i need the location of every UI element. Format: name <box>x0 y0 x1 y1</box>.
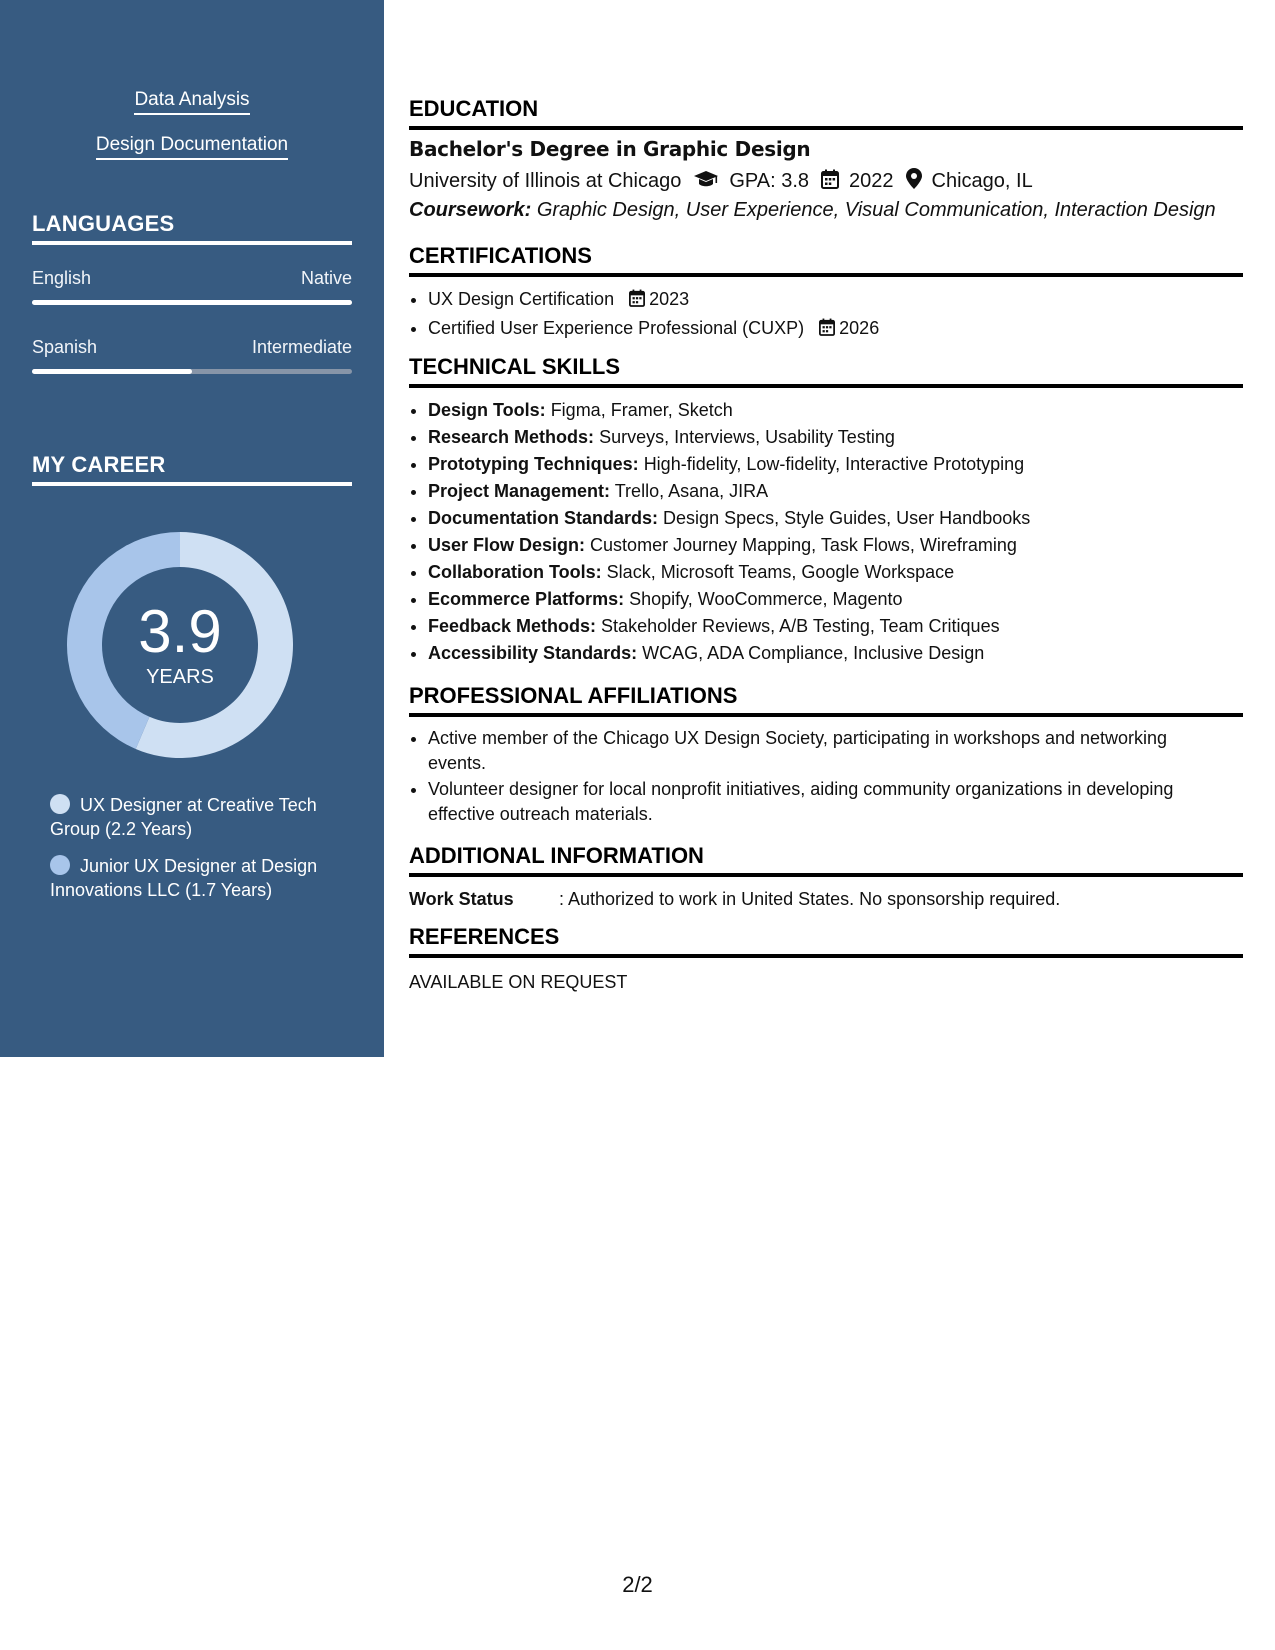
work-status-label: Work Status <box>409 889 514 909</box>
list-item: • Volunteer designer for local nonprofit initiatives, aiding community organizations in developing effective outreach materials. <box>428 777 1228 827</box>
skill-values: Surveys, Interviews, Usability Testing <box>599 427 895 447</box>
list-item <box>428 505 1030 532</box>
references-heading: REFERENCES <box>409 924 1243 958</box>
certification-name: UX Design Certification <box>428 289 615 309</box>
language-level: Native <box>300 268 352 288</box>
school-name: University of Illinois at Chicago <box>409 170 682 192</box>
affiliations-heading: PROFESSIONAL AFFILIATIONS <box>409 683 1243 717</box>
certifications-list <box>428 286 879 344</box>
calendar-icon <box>821 169 839 195</box>
skill-values: High-fidelity, Low-fidelity, Interactive Prototyping <box>643 454 1025 474</box>
certification-year: 2026 <box>839 318 880 338</box>
skill-category: Documentation Standards: <box>428 508 659 528</box>
language-bar-fill <box>32 369 192 374</box>
skill-values: Trello, Asana, JIRA <box>614 481 769 501</box>
work-status-value: : Authorized to work in United States. No sponsorship required. <box>559 889 1061 909</box>
skill-values: Slack, Microsoft Teams, Google Workspace <box>606 562 955 582</box>
career-item-label: UX Designer at Creative Tech Group (2.2 Years) <box>50 795 317 839</box>
language-bar-english <box>32 300 352 305</box>
certifications-heading: CERTIFICATIONS <box>409 243 1243 277</box>
skill-values: Design Specs, Style Guides, User Handbooks <box>663 508 1031 528</box>
language-name: English <box>32 268 92 288</box>
list-item <box>428 613 1030 640</box>
career-item-1 <box>50 793 340 841</box>
coursework-label: Coursework: <box>409 199 532 221</box>
language-name: Spanish <box>32 337 98 357</box>
calendar-icon <box>629 288 645 315</box>
degree-title: Bachelor's Degree in Graphic Design <box>409 137 811 161</box>
skill-values: Shopify, WooCommerce, Magento <box>629 589 903 609</box>
career-total-unit: YEARS <box>146 666 214 688</box>
list-item <box>428 478 1030 505</box>
legend-dot <box>50 794 70 814</box>
coursework <box>409 199 1216 222</box>
references-text: AVAILABLE ON REQUEST <box>409 972 628 992</box>
graduation-cap-icon <box>693 169 719 195</box>
legend-dot <box>50 855 70 875</box>
list-item <box>428 286 879 315</box>
skill-values: Stakeholder Reviews, A/B Testing, Team Critiques <box>601 616 1000 636</box>
skill-values: Customer Journey Mapping, Task Flows, Wireframing <box>590 535 1017 555</box>
list-item <box>428 532 1030 559</box>
skill-category: Accessibility Standards: <box>428 643 638 663</box>
list-item <box>428 586 1030 613</box>
career-total-value: 3.9 <box>138 598 222 665</box>
skill-category: User Flow Design: <box>428 535 586 555</box>
list-item <box>428 397 1030 424</box>
skill-category: Project Management: <box>428 481 611 501</box>
page-number: 2/2 <box>622 1572 653 1597</box>
list-item: • Active member of the Chicago UX Design Society, participating in workshops and networking events. <box>428 726 1228 776</box>
affiliations-list <box>428 726 1228 828</box>
skill-category: Ecommerce Platforms: <box>428 589 625 609</box>
education-details <box>409 168 1033 195</box>
career-item-2 <box>50 854 340 902</box>
gpa: GPA: 3.8 <box>729 170 810 192</box>
sidebar <box>0 0 384 1057</box>
language-level: Intermediate <box>251 337 352 357</box>
work-status-row <box>409 889 1060 910</box>
skill-link-design-documentation[interactable]: Design Documentation <box>0 134 384 156</box>
skill-category: Design Tools: <box>428 400 546 420</box>
career-item-label: Junior UX Designer at Design Innovations LLC (1.7 Years) <box>50 856 318 900</box>
calendar-icon <box>819 317 835 344</box>
skill-values: WCAG, ADA Compliance, Inclusive Design <box>642 643 985 663</box>
map-pin-icon <box>906 168 922 195</box>
list-item <box>428 640 1030 667</box>
education-heading: EDUCATION <box>409 96 1243 130</box>
coursework-list: Graphic Design, User Experience, Visual Communication, Interaction Design <box>536 199 1216 221</box>
additional-info-heading: ADDITIONAL INFORMATION <box>409 843 1243 877</box>
skill-category: Feedback Methods: <box>428 616 597 636</box>
technical-skills-heading: TECHNICAL SKILLS <box>409 354 1243 388</box>
skill-category: Research Methods: <box>428 427 595 447</box>
language-bar-spanish <box>32 369 352 374</box>
skill-values: Figma, Framer, Sketch <box>550 400 733 420</box>
certification-year: 2023 <box>649 289 690 309</box>
languages-heading: LANGUAGES <box>32 211 352 245</box>
language-row-english <box>32 268 352 289</box>
list-item <box>428 559 1030 586</box>
skill-category: Prototyping Techniques: <box>428 454 639 474</box>
skill-category: Collaboration Tools: <box>428 562 602 582</box>
skill-link-data-analysis[interactable]: Data Analysis <box>0 89 384 111</box>
education-location: Chicago, IL <box>931 170 1033 192</box>
graduation-year: 2022 <box>849 170 894 192</box>
technical-skills-list <box>428 397 1030 667</box>
list-item <box>428 451 1030 478</box>
list-item <box>428 424 1030 451</box>
language-row-spanish <box>32 337 352 358</box>
list-item <box>428 315 879 344</box>
language-bar-fill <box>32 300 352 305</box>
career-donut-chart <box>67 532 293 758</box>
career-heading: MY CAREER <box>32 452 352 486</box>
certification-name: Certified User Experience Professional (CUXP) <box>428 318 805 338</box>
